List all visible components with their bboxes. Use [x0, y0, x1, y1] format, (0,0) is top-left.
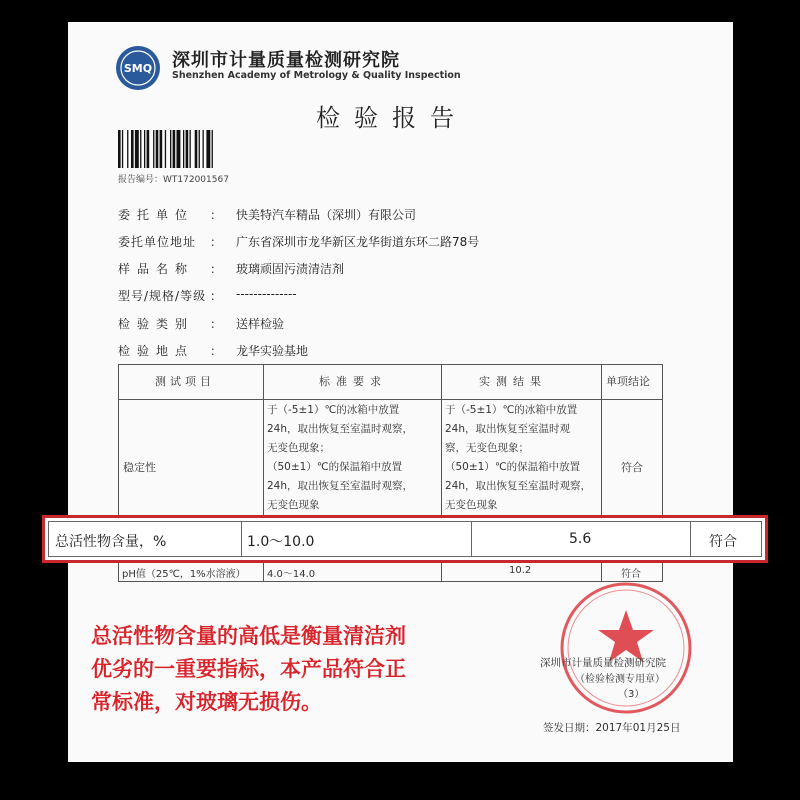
field-colon: ： — [210, 262, 223, 276]
field-value: 玻璃顽固污渍清洁剂 — [236, 262, 345, 276]
highlight-result: 5.6 — [569, 531, 592, 547]
smq-logo-icon — [115, 45, 161, 91]
result-line: （50±1）℃的保温箱中放置 — [445, 461, 581, 473]
claim-line: 常标准，对玻璃无损伤。 — [91, 690, 322, 714]
highlight-row — [42, 515, 768, 563]
field-inspection-type — [118, 315, 678, 335]
claim-line: 优劣的一重要指标，本产品符合正 — [91, 657, 406, 681]
org-name-cn: 深圳市计量质量检测研究院 — [172, 50, 400, 71]
highlight-conclusion: 符合 — [709, 534, 737, 550]
seal-number: （3） — [618, 689, 645, 700]
field-client-address — [118, 233, 678, 253]
org-name-en: Shenzhen Academy of Metrology & Quality Inspection — [172, 70, 461, 81]
stability-result — [445, 401, 591, 515]
result-line: 于（-5±1）℃的冰箱中放置 — [445, 404, 578, 416]
stability-standard — [267, 401, 413, 515]
ph-result: 10.2 — [509, 565, 532, 576]
table-header-standard: 标准要求 — [319, 375, 387, 388]
standard-line: 于（-5±1）℃的冰箱中放置 — [267, 404, 400, 416]
field-colon: ： — [210, 235, 223, 249]
claim-line: 总活性物含量的高低是衡量清洁剂 — [91, 624, 406, 648]
standard-line: 无变色现象 — [267, 499, 320, 511]
highlight-standard: 1.0～10.0 — [247, 534, 315, 550]
field-label: 检验地点 — [118, 344, 195, 358]
sign-date: 签发日期：2017年01月25日 — [543, 722, 681, 734]
field-label: 委托单位 — [118, 208, 195, 222]
table-header-result: 实测结果 — [479, 375, 547, 388]
field-colon: ： — [210, 289, 223, 303]
standard-line: （50±1）℃的保温箱中放置 — [267, 461, 403, 473]
field-value: 龙华实验基地 — [236, 344, 309, 358]
highlight-divider — [241, 522, 242, 556]
field-value: 广东省深圳市龙华新区龙华街道东环二路78号 — [236, 235, 480, 249]
field-label: 检验类别 — [118, 317, 195, 331]
field-label: 委托单位地址 — [118, 235, 197, 249]
field-value: -------------- — [236, 287, 297, 301]
highlight-divider — [690, 522, 691, 556]
result-line: 24h，取出恢复至室温时观察， — [445, 480, 592, 492]
report-number: 报告编号：WT172001567 — [118, 175, 229, 185]
ph-item: pH值（25℃，1%水溶液） — [122, 569, 246, 580]
barcode-icon — [118, 130, 268, 168]
table-header-item: 测试项目 — [155, 375, 215, 388]
field-value: 快美特汽车精品（深圳）有限公司 — [236, 208, 417, 222]
stability-conclusion: 符合 — [621, 461, 643, 474]
result-line: 察，无变色现象； — [445, 442, 529, 454]
highlight-item: 总活性物含量，% — [55, 534, 167, 550]
ph-conclusion: 符合 — [621, 569, 641, 580]
field-colon: ： — [210, 208, 223, 222]
field-label: 型号/规格/等级 — [118, 289, 207, 303]
field-value: 送样检验 — [236, 317, 285, 331]
ph-standard: 4.0～14.0 — [267, 569, 316, 580]
seal-org-name: 深圳市计量质量检测研究院 — [540, 657, 666, 669]
logo-text: SMQ — [123, 62, 153, 75]
table-divider — [119, 399, 662, 400]
field-colon: ： — [210, 317, 223, 331]
seal-subtitle: （检验检测专用章） — [575, 674, 665, 685]
standard-line: 无变色现象； — [267, 442, 330, 454]
field-model — [118, 287, 678, 307]
stability-item: 稳定性 — [123, 461, 156, 474]
standard-line: 24h，取出恢复至室温时观察， — [267, 423, 414, 435]
field-colon: ： — [210, 344, 223, 358]
field-label: 样品名称 — [118, 262, 195, 276]
field-sample-name — [118, 260, 678, 280]
quality-claim — [91, 620, 531, 719]
report-title: 检验报告 — [316, 104, 468, 132]
highlight-row-inner — [48, 521, 762, 557]
table-header-conclusion: 单项结论 — [606, 375, 650, 388]
highlight-divider — [471, 522, 472, 556]
result-line: 无变色现象 — [445, 499, 498, 511]
standard-line: 24h，取出恢复至室温时观察， — [267, 480, 414, 492]
field-client — [118, 206, 678, 226]
field-location — [118, 342, 678, 362]
result-line: 24h，取出恢复至室温时观 — [445, 423, 571, 435]
